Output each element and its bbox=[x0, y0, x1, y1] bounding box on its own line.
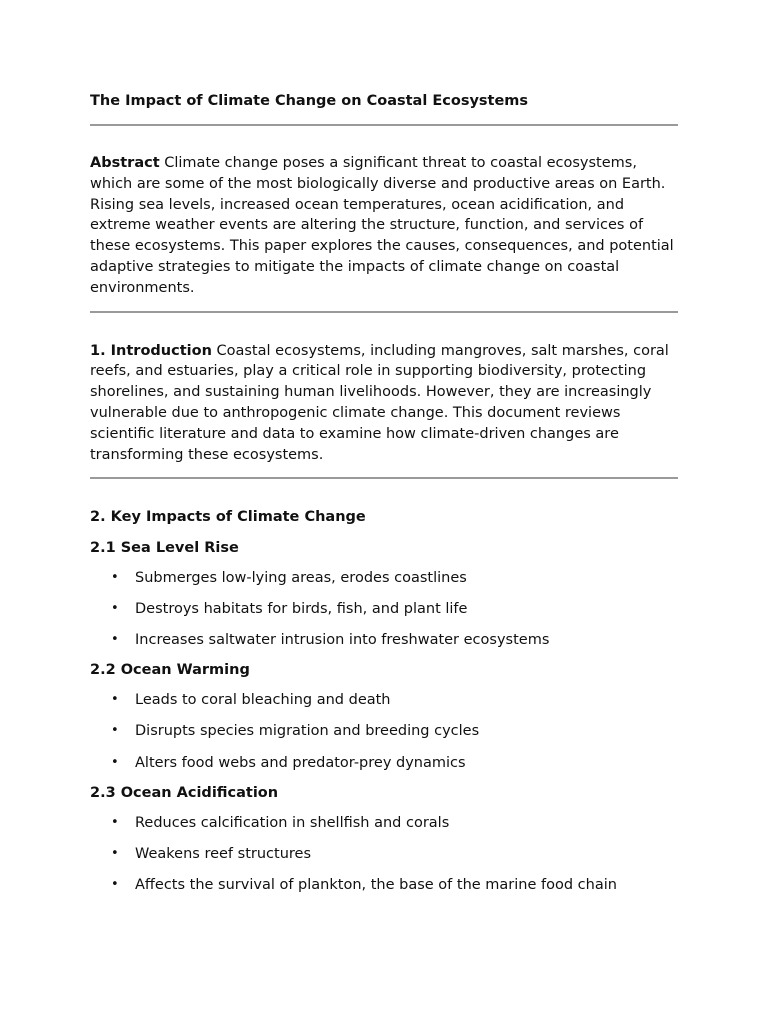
list-item-text: Alters food webs and predator-prey dynamics bbox=[135, 755, 466, 772]
list-item bbox=[90, 813, 678, 833]
section-heading-ocean-acidification: 2.3 Ocean Acidification bbox=[90, 785, 279, 802]
list-item bbox=[90, 630, 678, 650]
introduction-text: Coastal ecosystems, including mangroves, salt marshes, coral reefs, and estuaries, play a critical role in supporting biodiversity, protecting shorelines, and sustaining human livelihoods. However, they are increasingly vulnerable due to anthropogenic climate change. This document reviews scientific literature and data to examine how climate-driven changes are transforming these ecosystems. bbox=[90, 342, 669, 463]
sea-level-rise-list bbox=[90, 568, 678, 650]
introduction-paragraph bbox=[90, 341, 678, 466]
list-item-text: Disrupts species migration and breeding cycles bbox=[135, 723, 480, 740]
bullet-icon: • bbox=[111, 692, 119, 708]
ocean-warming-list bbox=[90, 690, 678, 773]
list-item-text: Reduces calcification in shellfish and corals bbox=[135, 815, 450, 832]
bullet-icon: • bbox=[111, 877, 119, 893]
list-item-text: Increases saltwater intrusion into freshwater ecosystems bbox=[135, 632, 550, 649]
section-heading-sea-level-rise: 2.1 Sea Level Rise bbox=[90, 540, 239, 557]
list-item-text: Leads to coral bleaching and death bbox=[135, 692, 391, 709]
list-item bbox=[90, 844, 678, 864]
list-item bbox=[90, 690, 678, 710]
bullet-icon: • bbox=[111, 570, 119, 586]
document-title: The Impact of Climate Change on Coastal Ecosystems bbox=[90, 93, 529, 109]
bullet-icon: • bbox=[111, 632, 119, 648]
list-item bbox=[90, 568, 678, 588]
list-item bbox=[90, 721, 678, 741]
abstract-text: Climate change poses a significant threat to coastal ecosystems, which are some of the most biologically diverse and productive areas on Earth. Rising sea levels, increased ocean temperatures, ocean acidification, and extreme weather events are altering the structure, function, and services of these ecosystems. This paper explores the causes, consequences, and potential adaptive strategies to mitigate the impacts of climate change on coastal environments. bbox=[90, 155, 674, 296]
list-item-text: Weakens reef structures bbox=[135, 846, 312, 863]
list-item bbox=[90, 875, 678, 895]
bullet-icon: • bbox=[111, 815, 119, 831]
list-item-text: Destroys habitats for birds, fish, and plant life bbox=[135, 601, 468, 618]
key-impacts-heading: 2. Key Impacts of Climate Change bbox=[90, 509, 366, 526]
introduction-label: 1. Introduction bbox=[90, 342, 212, 359]
bullet-icon: • bbox=[111, 723, 119, 739]
bullet-icon: • bbox=[111, 755, 119, 771]
list-item-text: Affects the survival of plankton, the base of the marine food chain bbox=[135, 877, 617, 894]
bullet-icon: • bbox=[111, 601, 119, 617]
list-item bbox=[90, 599, 678, 619]
section-heading-ocean-warming: 2.2 Ocean Warming bbox=[90, 662, 250, 679]
abstract-label: Abstract bbox=[90, 155, 160, 171]
abstract-paragraph bbox=[90, 153, 678, 299]
ocean-acidification-list bbox=[90, 813, 678, 895]
list-item bbox=[90, 753, 678, 773]
bullet-icon: • bbox=[111, 846, 119, 862]
list-item-text: Submerges low-lying areas, erodes coastlines bbox=[135, 570, 467, 587]
document-page bbox=[90, 90, 678, 895]
